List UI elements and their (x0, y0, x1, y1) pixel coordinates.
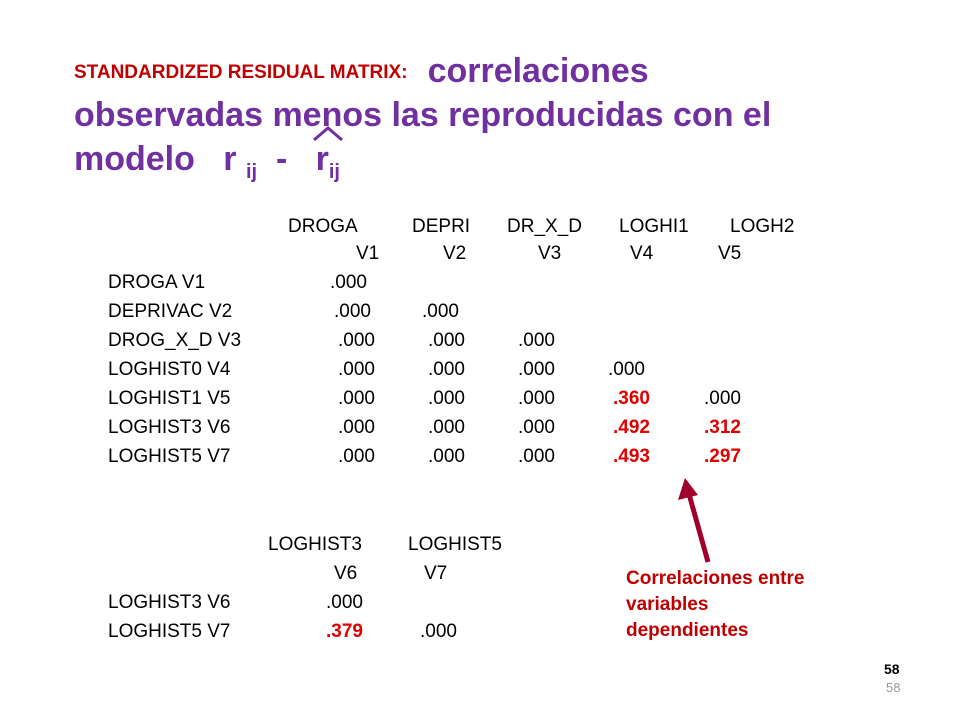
cell-value: .000 (334, 301, 371, 322)
cell-value: .000 (338, 359, 375, 380)
cell-value: .000 (428, 446, 465, 467)
cell-value: .000 (338, 330, 375, 351)
cell-value: .000 (330, 272, 367, 293)
col-var-v1: V1 (356, 243, 380, 264)
cell-value-highlight: .379 (326, 621, 363, 642)
cell-value: .000 (338, 388, 375, 409)
cell-value: .000 (518, 359, 555, 380)
symbol-r-hat: r (315, 140, 329, 178)
cell-value-highlight: .312 (704, 417, 741, 438)
row-label: DROGA V1 (108, 272, 206, 293)
subscript-ij-hat: ij (328, 161, 340, 183)
row-label: LOGHIST1 V5 (108, 388, 231, 409)
cell-value: .000 (518, 417, 555, 438)
row-label: LOGHIST3 V6 (108, 592, 231, 613)
cell-value: .000 (422, 301, 459, 322)
col-var-v7: V7 (424, 563, 448, 584)
subscript-ij: ij (245, 161, 258, 183)
minus-sign: - (275, 140, 288, 178)
cell-value: .000 (608, 359, 645, 380)
cell-value: .000 (428, 388, 465, 409)
cell-value-highlight: .360 (613, 388, 650, 409)
title-line1-text: correlaciones (427, 52, 649, 90)
col-header-depri: DEPRI (412, 216, 471, 237)
cell-value: .000 (326, 592, 363, 613)
cell-value: .000 (428, 359, 465, 380)
row-label: LOGHIST0 V4 (108, 359, 231, 380)
cell-value-highlight: .297 (704, 446, 741, 467)
title-prefix: STANDARDIZED RESIDUAL MATRIX: (74, 62, 408, 83)
col-var-v2: V2 (443, 243, 467, 264)
slide-title-line2: observadas menos las reproducidas con el (74, 96, 772, 134)
page-number: 58 (884, 661, 900, 677)
col-header-droga: DROGA (288, 216, 358, 237)
cell-value-highlight: .493 (613, 446, 650, 467)
col-var-v5: V5 (718, 243, 742, 264)
row-label: DROG_X_D V3 (108, 330, 242, 351)
symbol-r: r (223, 140, 237, 178)
col-var-v6: V6 (334, 563, 358, 584)
col-var-v4: V4 (630, 243, 654, 264)
cell-value: .000 (518, 388, 555, 409)
cell-value: .000 (420, 621, 457, 642)
cell-value-highlight: .492 (613, 417, 650, 438)
cell-value: .000 (338, 446, 375, 467)
cell-value: .000 (518, 330, 555, 351)
col-var-v3: V3 (538, 243, 562, 264)
row-label: LOGHIST3 V6 (108, 417, 231, 438)
cell-value: .000 (428, 417, 465, 438)
row-label: LOGHIST5 V7 (108, 621, 231, 642)
col-header-dr-x-d: DR_X_D (507, 216, 582, 237)
col-header-loghist5: LOGHIST5 (408, 534, 502, 555)
col-header-loghi1: LOGHI1 (619, 216, 689, 237)
annotation-note: Correlaciones entre variables dependientes (626, 568, 805, 641)
title-modelo: modelo (74, 140, 195, 178)
row-label: DEPRIVAC V2 (108, 301, 233, 322)
cell-value: .000 (338, 417, 375, 438)
col-header-logh2: LOGH2 (730, 216, 795, 237)
cell-value: .000 (428, 330, 465, 351)
col-header-loghist3: LOGHIST3 (268, 534, 362, 555)
cell-value: .000 (518, 446, 555, 467)
row-label: LOGHIST5 V7 (108, 446, 231, 467)
page-number-footer: 58 (886, 680, 901, 695)
cell-value: .000 (704, 388, 741, 409)
